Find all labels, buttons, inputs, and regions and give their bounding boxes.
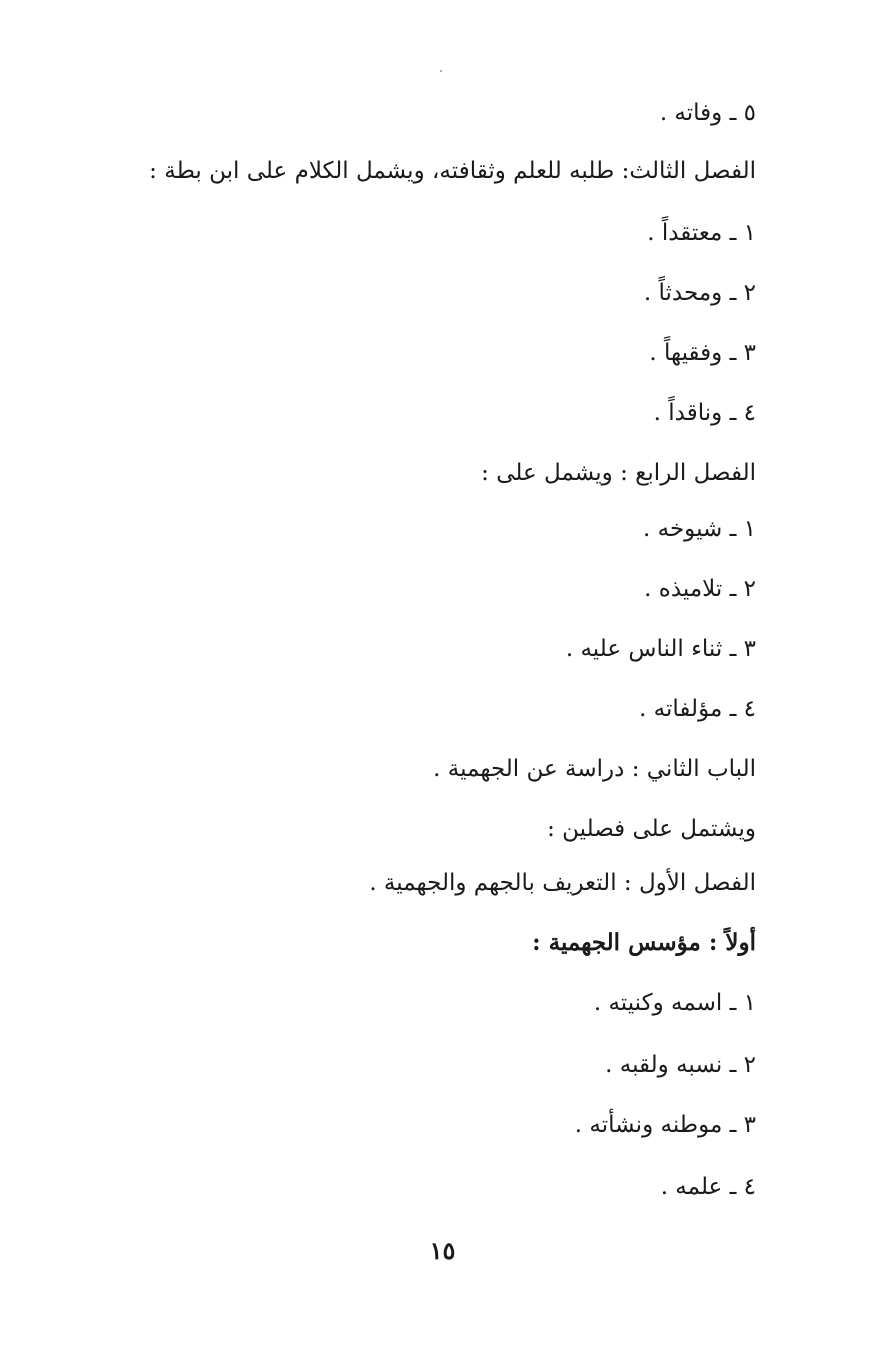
text-line: ٥ ـ وفاته . <box>659 100 756 126</box>
text-line: ٢ ـ نسبه ولقبه . <box>605 1052 756 1078</box>
section-heading: الفصل الأول : التعريف بالجهم والجهمية . <box>369 870 756 896</box>
text-line: ٣ ـ موطنه ونشأته . <box>574 1112 756 1138</box>
text-line: ويشتمل على فصلين : <box>547 816 756 842</box>
subsection-heading: أولاً : مؤسس الجهمية : <box>532 929 756 956</box>
section-heading: الفصل الرابع : ويشمل على : <box>481 460 756 486</box>
text-line: ٣ ـ وفقيهاً . <box>649 340 756 366</box>
page-number: ١٥ <box>429 1236 456 1265</box>
scan-speck <box>440 70 442 72</box>
text-line: ٢ ـ تلاميذه . <box>644 576 756 602</box>
text-line: ٤ ـ وناقداً . <box>653 400 756 426</box>
text-line: ١ ـ اسمه وكنيته . <box>593 990 756 1016</box>
text-line: ١ ـ شيوخه . <box>643 516 756 542</box>
text-line: ٤ ـ مؤلفاته . <box>639 696 756 722</box>
text-line: ٤ ـ علمه . <box>660 1174 756 1200</box>
section-heading: الفصل الثالث: طلبه للعلم وثقافته، ويشمل الكلام على ابن بطة : <box>149 158 756 184</box>
text-line: ٢ ـ ومحدثاً . <box>643 280 756 306</box>
chapter-heading: الباب الثاني : دراسة عن الجهمية . <box>433 756 756 782</box>
text-line: ١ ـ معتقداً . <box>647 220 756 246</box>
text-line: ٣ ـ ثناء الناس عليه . <box>565 636 756 662</box>
